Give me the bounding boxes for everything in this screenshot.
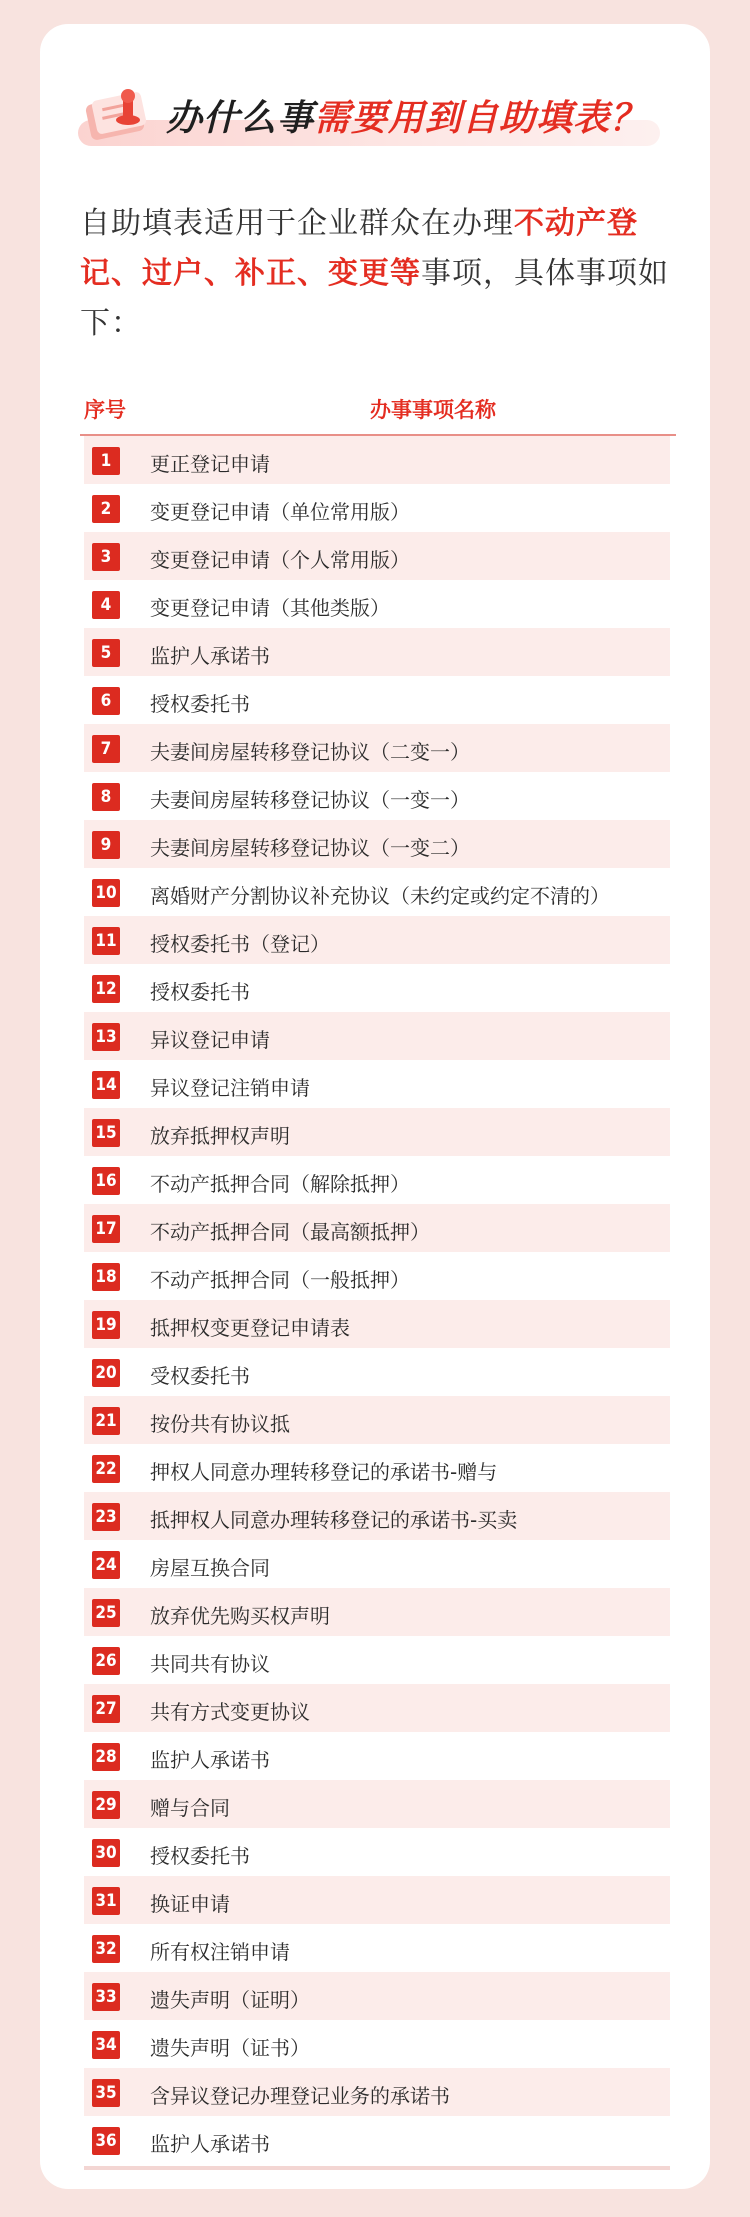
row-number-badge: 21 — [92, 1407, 120, 1435]
row-number-badge: 10 — [92, 879, 120, 907]
title-red-part: 需要用到自助填表？ — [314, 98, 648, 139]
table-row — [84, 820, 670, 868]
table-row — [84, 1780, 670, 1828]
table-row — [84, 1156, 670, 1204]
row-number-badge: 11 — [92, 927, 120, 955]
table-bottom-divider — [84, 2166, 670, 2170]
table-row — [84, 676, 670, 724]
table-row — [84, 772, 670, 820]
row-item-name: 授权委托书 — [150, 1844, 250, 1868]
row-number-badge: 35 — [92, 2079, 120, 2107]
table-row — [84, 2068, 670, 2116]
row-item-name: 变更登记申请（单位常用版） — [150, 500, 410, 524]
row-item-name: 抵押权人同意办理转移登记的承诺书-买卖 — [150, 1508, 518, 1532]
table-row — [84, 580, 670, 628]
row-item-name: 夫妻间房屋转移登记协议（二变一） — [150, 740, 470, 764]
row-number-badge: 34 — [92, 2031, 120, 2059]
row-item-name: 夫妻间房屋转移登记协议（一变一） — [150, 788, 470, 812]
row-number-badge: 26 — [92, 1647, 120, 1675]
table-row — [84, 1540, 670, 1588]
row-item-name: 放弃优先购买权声明 — [150, 1604, 330, 1628]
table-row — [84, 532, 670, 580]
row-item-name: 遗失声明（证明） — [150, 1988, 310, 2012]
content-card — [40, 24, 710, 2189]
table-row — [84, 1060, 670, 1108]
row-number-badge: 36 — [92, 2127, 120, 2155]
row-number-badge: 30 — [92, 1839, 120, 1867]
row-item-name: 异议登记申请 — [150, 1028, 270, 1052]
row-item-name: 共有方式变更协议 — [150, 1700, 310, 1724]
row-number-badge: 29 — [92, 1791, 120, 1819]
table-row — [84, 1396, 670, 1444]
table-row — [84, 1588, 670, 1636]
table-row — [84, 1108, 670, 1156]
row-number-badge: 1 — [92, 447, 120, 475]
row-number-badge: 2 — [92, 495, 120, 523]
table-row — [84, 1204, 670, 1252]
row-item-name: 按份共有协议抵 — [150, 1412, 290, 1436]
row-number-badge: 18 — [92, 1263, 120, 1291]
table-row — [84, 1876, 670, 1924]
page-title — [166, 90, 647, 141]
row-item-name: 夫妻间房屋转移登记协议（一变二） — [150, 836, 470, 860]
row-item-name: 监护人承诺书 — [150, 2132, 270, 2156]
table-row — [84, 2020, 670, 2068]
row-number-badge: 6 — [92, 687, 120, 715]
column-header-number: 序号 — [84, 398, 126, 422]
row-number-badge: 23 — [92, 1503, 120, 1531]
row-item-name: 押权人同意办理转移登记的承诺书-赠与 — [150, 1460, 498, 1484]
row-item-name: 异议登记注销申请 — [150, 1076, 310, 1100]
table-row — [84, 628, 670, 676]
row-item-name: 共同共有协议 — [150, 1652, 270, 1676]
row-number-badge: 31 — [92, 1887, 120, 1915]
row-item-name: 授权委托书 — [150, 980, 250, 1004]
row-number-badge: 3 — [92, 543, 120, 571]
row-item-name: 放弃抵押权声明 — [150, 1124, 290, 1148]
row-number-badge: 20 — [92, 1359, 120, 1387]
table-row — [84, 1828, 670, 1876]
row-number-badge: 13 — [92, 1023, 120, 1051]
row-item-name: 房屋互换合同 — [150, 1556, 270, 1580]
table-row — [84, 1492, 670, 1540]
table-row — [84, 436, 670, 484]
row-number-badge: 15 — [92, 1119, 120, 1147]
column-header-name: 办事事项名称 — [370, 398, 496, 422]
row-number-badge: 33 — [92, 1983, 120, 2011]
row-number-badge: 5 — [92, 639, 120, 667]
row-item-name: 更正登记申请 — [150, 452, 270, 476]
row-item-name: 授权委托书（登记） — [150, 932, 330, 956]
table-row — [84, 1972, 670, 2020]
intro-text-2: 事项，具体事项如下： — [80, 256, 669, 341]
table-row — [84, 1924, 670, 1972]
row-number-badge: 17 — [92, 1215, 120, 1243]
section-header — [78, 76, 660, 168]
intro-highlight: 不动产登记、过户、补正、变更等 — [80, 206, 638, 291]
row-item-name: 变更登记申请（个人常用版） — [150, 548, 410, 572]
table-row — [84, 1636, 670, 1684]
row-number-badge: 9 — [92, 831, 120, 859]
clipboard-stamp-icon — [84, 84, 158, 140]
table-header — [80, 374, 676, 436]
row-number-badge: 19 — [92, 1311, 120, 1339]
table-row — [84, 916, 670, 964]
row-number-badge: 14 — [92, 1071, 120, 1099]
row-item-name: 遗失声明（证书） — [150, 2036, 310, 2060]
row-item-name: 监护人承诺书 — [150, 1748, 270, 1772]
row-item-name: 受权委托书 — [150, 1364, 250, 1388]
table-row — [84, 724, 670, 772]
row-number-badge: 12 — [92, 975, 120, 1003]
row-number-badge: 4 — [92, 591, 120, 619]
table-row — [84, 1684, 670, 1732]
table-row — [84, 1348, 670, 1396]
row-number-badge: 8 — [92, 783, 120, 811]
row-number-badge: 16 — [92, 1167, 120, 1195]
title-dark-part: 办什么事 — [166, 98, 315, 139]
table-row — [84, 1012, 670, 1060]
row-item-name: 含异议登记办理登记业务的承诺书 — [150, 2084, 450, 2108]
table-row — [84, 1252, 670, 1300]
intro-paragraph — [80, 199, 680, 349]
row-number-badge: 28 — [92, 1743, 120, 1771]
row-item-name: 不动产抵押合同（解除抵押） — [150, 1172, 410, 1196]
table-row — [84, 964, 670, 1012]
row-item-name: 换证申请 — [150, 1892, 230, 1916]
row-item-name: 抵押权变更登记申请表 — [150, 1316, 350, 1340]
table-row — [84, 1300, 670, 1348]
intro-text-1: 自助填表适用于企业群众在办理 — [80, 206, 514, 241]
row-number-badge: 24 — [92, 1551, 120, 1579]
row-item-name: 离婚财产分割协议补充协议（未约定或约定不清的） — [150, 884, 610, 908]
row-number-badge: 27 — [92, 1695, 120, 1723]
row-item-name: 监护人承诺书 — [150, 644, 270, 668]
row-item-name: 所有权注销申请 — [150, 1940, 290, 1964]
row-item-name: 不动产抵押合同（一般抵押） — [150, 1268, 410, 1292]
table-row — [84, 484, 670, 532]
table-row — [84, 2116, 670, 2164]
row-item-name: 授权委托书 — [150, 692, 250, 716]
table-row — [84, 1444, 670, 1492]
row-item-name: 赠与合同 — [150, 1796, 230, 1820]
row-item-name: 变更登记申请（其他类版） — [150, 596, 390, 620]
row-number-badge: 32 — [92, 1935, 120, 1963]
table-row — [84, 868, 670, 916]
table-row — [84, 1732, 670, 1780]
row-item-name: 不动产抵押合同（最高额抵押） — [150, 1220, 430, 1244]
row-number-badge: 25 — [92, 1599, 120, 1627]
item-table — [84, 436, 670, 2164]
row-number-badge: 22 — [92, 1455, 120, 1483]
row-number-badge: 7 — [92, 735, 120, 763]
